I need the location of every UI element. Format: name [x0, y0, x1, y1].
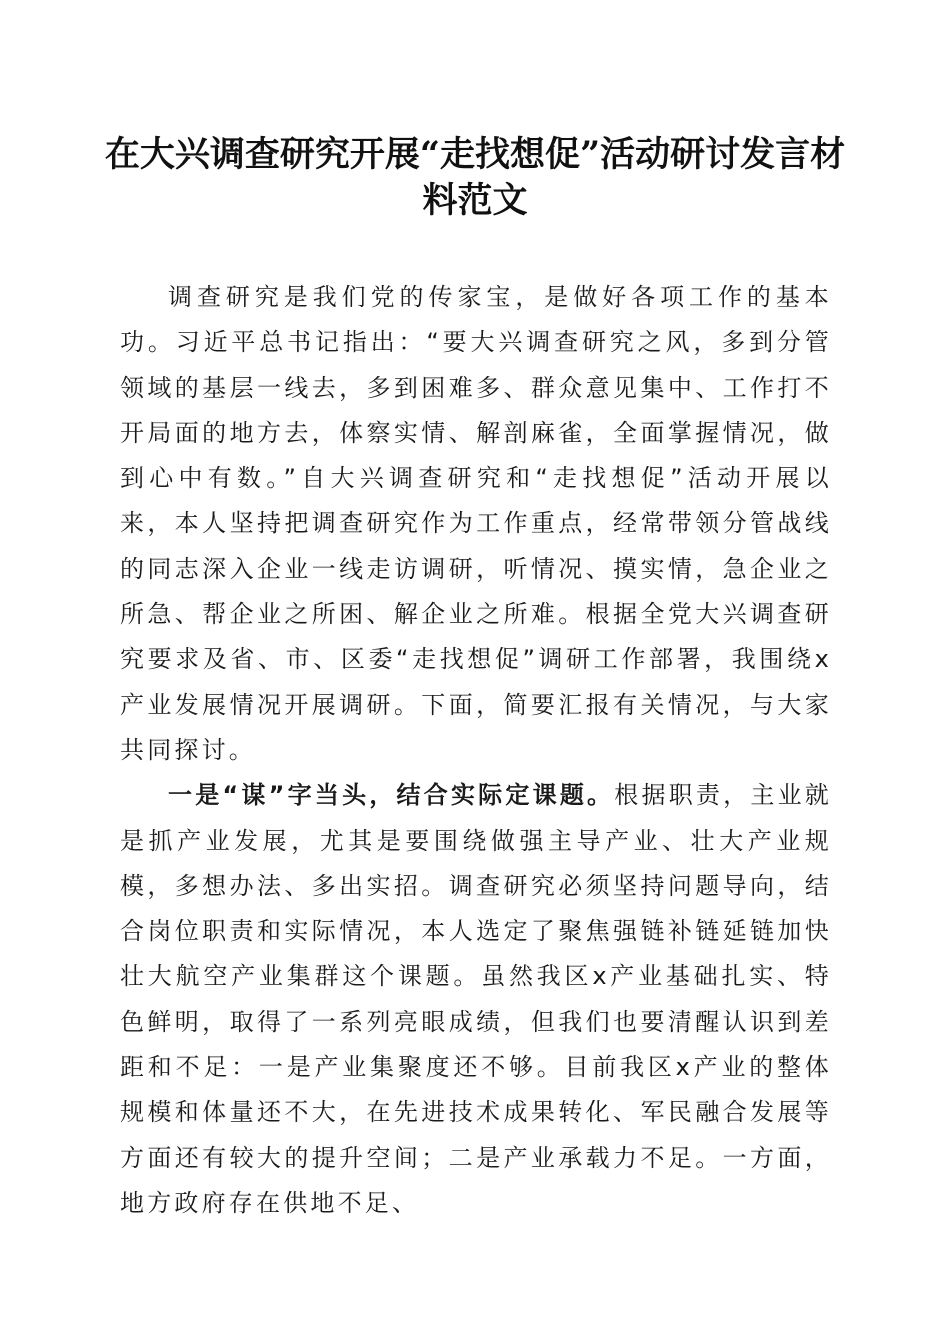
paragraph-intro — [120, 275, 832, 773]
document-body — [120, 275, 832, 1226]
paragraph-lead-heading: 一是“谋”字当头，结合实际定课题。 — [168, 781, 615, 810]
paragraph-text: 调查研究是我们党的传家宝，是做好各项工作的基本功。习近平总书记指出：“要大兴调查研究之风，多到分管领域的基层一线去，多到困难多、群众意见集中、工作打不开局面的地方去，体察实情、解剖麻雀，全面掌握情况，做到心中有数。”自大兴调查研究和“走找想促”活动开展以来，本人坚持把调查研究作为工作重点，经常带领分管战线的同志深入企业一线走访调研，听情况、摸实情，急企业之所急、帮企业之所困、解企业之所难。根据全党大兴调查研究要求及省、市、区委“走找想促”调研工作部署，我围绕x产业发展情况开展调研。下面，简要汇报有关情况，与大家共同探讨。 — [120, 283, 832, 764]
paragraph-section-one — [120, 773, 832, 1226]
paragraph-text: 根据职责，主业就是抓产业发展，尤其是要围绕做强主导产业、壮大产业规模，多想办法、多出实招。调查研究必须坚持问题导向，结合岗位职责和实际情况，本人选定了聚焦强链补链延链加快壮大航空产业集群这个课题。虽然我区x产业基础扎实、特色鲜明，取得了一系列亮眼成绩，但我们也要清醒认识到差距和不足：一是产业集聚度还不够。目前我区x产业的整体规模和体量还不大，在先进技术成果转化、军民融合发展等方面还有较大的提升空间；二是产业承载力不足。一方面，地方政府存在供地不足、 — [120, 781, 832, 1217]
document-title: 在大兴调查研究开展“走找想促”活动研讨发言材料范文 — [104, 134, 846, 221]
